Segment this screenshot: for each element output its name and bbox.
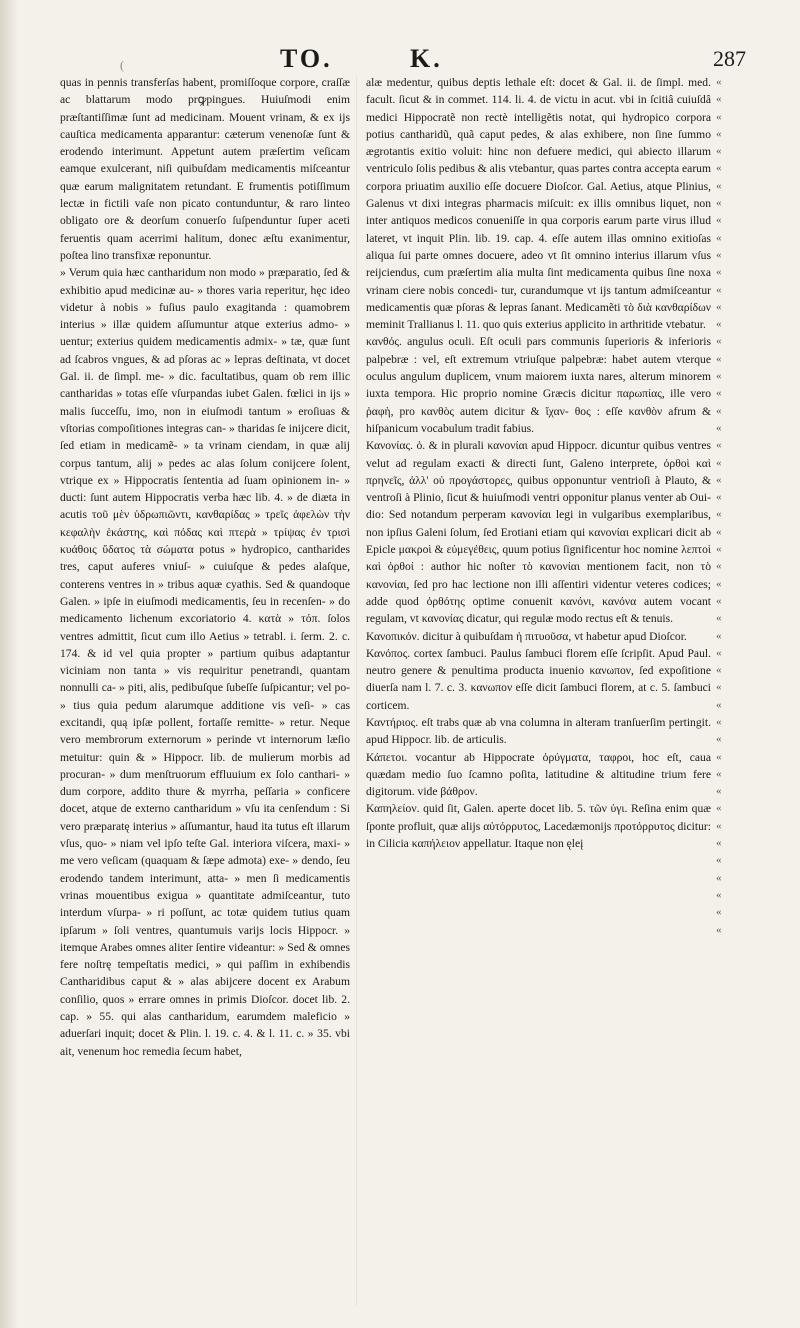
margin-quote-mark: « <box>716 127 722 140</box>
margin-quote-mark: « <box>716 629 722 642</box>
margin-quote-mark: « <box>716 664 722 677</box>
margin-quote-mark: « <box>716 594 722 607</box>
margin-quote-mark: « <box>716 352 722 365</box>
left-paragraph: quas in pennis transferſas habent, promiſſoque corpore, craſſæ ac blattarum modo prꝙpingues. Huiuſmodi enim præſtantiſſimæ ſunt ad medicinam. Mouent vrinam, & ex ijs cauſtica medicamenta apparantur: cæterum venenoſæ ſunt & erodendo interimunt. Appetunt autem præſertim veſicam eamque exulcerant, niſi quibuſdam medicamentis miſceantur quæ earum malignitatem retundant. E frumentis potiſſimum lectæ in fictili vaſe non picato contunduntur, & raro linteo obligato ore & deorſum conuerſo ſuſpenduntur ſuper aceti feruentis quam acerrimi halitum, donec æſtu exanimentur, poſtea lino transfixæ reponuntur. <box>60 76 350 262</box>
margin-quote-mark: « <box>716 837 722 850</box>
dictionary-entry-kapetoi: Κάπετοι. vocantur ab Hippocrate ὀρύγματα, ταφροι, hoc eſt, caua quædam medio ſuo ſcamno poſita, latitudine & altitudine trium fere digitorum. vide βάθρον. <box>366 750 711 799</box>
margin-quote-mark: « <box>716 421 722 434</box>
margin-quote-mark: « <box>716 906 722 919</box>
margin-quote-mark: « <box>716 802 722 815</box>
margin-quote-mark: « <box>716 456 722 469</box>
margin-quote-mark: « <box>716 733 722 746</box>
margin-quote-mark: « <box>716 715 722 728</box>
margin-quote-mark: « <box>716 750 722 763</box>
margin-quote-mark: « <box>716 214 722 227</box>
margin-quote-mark: « <box>716 646 722 659</box>
dictionary-entry-kapeleion: Καπηλείον. quid ſit, Galen. aperte docet lib. 5. τῶν ὑγι. Reſina enim quæ ſponte profluit, quæ alijs αὐτόρρυτος, Lacedæmonijs προτόρρυτος dicitur: in Cilicia καπήλειον appellatur. Itaque non ęleį <box>366 802 711 851</box>
right-paragraph: alæ medentur, quibus deptis lethale eſt: docet & Gal. ii. de ſimpl. med. facult. ſicut & in commet. 114. li. 4. de victu in acut. vbi in ſcitiâ cuiuſdâ medici Hippocratẽ non rectè intelligẽtis notat, qui hydropico corpora potius cantharidũ, quã caput pedes, & alas exhibere, non ſine ſummo ægrotantis exitio voluit: hinc non defuere medici, qui abiecto illarum ventriculo ſolis pedibus & alis vtebantur, quas partes contra accepta earum corpora priuatim auxilio eſſe docuere Dioſcor. Gal. Aetius, atque Plinius, Galenus vt dixi integras pharmacis miſcuit: ex illis omnibus liquet, non inter antiquos medicos conueniſſe in qua corporis earum parte virus illud lateret, vt inquit Plin. lib. 19. cap. 4. eſſe autem illas omnino exitioſas aliqua ſui parte omnes docuere, adeo vt ſit omnino interius illarum vſus reijciendus, cum præſertim alia multa ſint medicamenta quibus ſine noxa vrinam ciere nobis concedi- tur, curandumque vt ijs tantum admiſceantur medicamentis quæ pſoras & lepras ſanant. Medicamẽti τὸ διὰ κανθαρίδων meminit Trallianus l. 11. quo quis exterius applicito in arthritide vtebatur. <box>366 76 711 332</box>
margin-quote-mark: « <box>716 162 722 175</box>
running-head-left: TO. <box>280 44 333 73</box>
margin-quote-mark: « <box>716 197 722 210</box>
margin-quote-mark: « <box>716 923 722 936</box>
margin-quote-mark: « <box>716 681 722 694</box>
left-paragraph: » Verum quia hæc cantharidum non modo » præparatio, ſed & exhibitio apud medicinæ au- » thores varia reperitur, hęc ideo videtur à nobis » fuſius paulo exagitanda : quamobrem interius » illæ quidem aſſumuntur atque exterius admo- » uentur; exterius quidem medicamentis admix- » tæ, quæ ſunt ad ſcabros vngues, & ad pſoras ac » lepras deſtinata, vt docet Gal. ii. de ſimpl. me- » dic. facultatibus, quam ob rem illic cantharidas » totas eſſe vſurpandas iubet Galen. fœlici in ijs » malis ſucceſſu, imo, non in eiuſmodi tantum » eroſiuas & vſtorias compoſitiones integras can- » tharidas ſe inijcere dicit, ſed etiam in medicamẽ- » ta vrinam ciendam, in quæ alij corpus tantum, alij » pedes ac alas ſolum conijcere ſolent, vtrique ex » Hippocratis ſententia ad ſuam opinionem in- » ducti: ſunt autem Hippocratis verba hæc lib. 4. » de diæta in acutis τοῦ μὲν ὑδρωπιῶντι, κανθαρίδας » τρεῖς ἀφελὼν τὴν κεφαλὴν ἑκάστης, καὶ πόδας καὶ πτερὰ » τρίψας ἐν τρισὶ κυάθοις ὕδατος τὰ σώματα potus » hydropico, cantharides tres, caput auferes vniuſ- » cuiuſque & pedes alaſque, conterens ventres in » tribus aquæ cyathis. Sed & quandoque Galen. » ipſe in eiuſmodi medicamentis, ſeu in recenſen- » do medicamento lichenum excoriatorio 4. κατὰ » τόπ. ſolos ventres admittit, ſicut cum illo Aetius » tetrabl. i. ſerm. 2. c. 174. & id vel quia propter » partium quibus adaptantur viciniam non tanta » vis requiritur penetrandi, quantam nonnulli ca- » piti, alis, pedibuſque ſubeſſe ſuſpicantur; vel po- » tius quia pedum alarumque additione vis veſi- » cas excitandi, quą ipſæ pollent, fortaſſe remitte- » retur. Neque vero membrorum externorum » perinde vt internorum læſio metuitur: quin & » Hippocr. lib. de mulierum morbis ad procuran- » dum menſtruorum effluuium ex ſolo canthari- » dum corpore, addito thure & myrrha, peſſaria » conficere docet, atque de externo cantharidum » vſu ita cenſendum : Si vero præparatę interius » aſſumantur, haud ita tutus eſt illarum vſus, quo- » niam vel ipſo teſte Gal. interiora viſcera, maxi- » me vero veſicam (quaquam & ſæpe admota) exe- » dendo, ſeu erodendo tandem interimunt, atta- » men ſi medicamentis vrinas mouentibus exigua » quantitate admiſceantur, tuto interdum vſurpa- » ri poſſunt, ac totæ quidem tutius quam ipſarum » ſoli ventres, quantumuis varijs locis Hippocr. » itemque Arabes omnes aliter ſentire videantur: » Sed & omnes fere noſtrę tempeſtatis medici, » qui paſſim in exhibendis Cantharidibus caput & » alas abijcere docent ex Arabum conſilio, quos » errare omnes in primis Dioſcor. docet lib. 2. cap. » 55. qui alas cantharidum, earumdem maleficio » aduerſari inquit; docet & Plin. l. 19. c. 4. & l. 11. c. » 35. vbi ait, venenum hoc remedia ſecum habet, <box>60 266 350 1058</box>
margin-quote-mark: « <box>716 543 722 556</box>
margin-quote-mark: « <box>716 508 722 521</box>
margin-quote-mark: « <box>716 387 722 400</box>
margin-quote-mark: « <box>716 473 722 486</box>
right-column <box>366 74 711 852</box>
margin-quote-mark: « <box>716 76 722 88</box>
margin-quote-mark: « <box>716 560 722 573</box>
dictionary-entry-kanopos: Κανόπος. cortex ſambuci. Paulus ſambuci florem eſſe ſcripſit. Apud Paul. neutro genere & penultima producta inuenio κανωπον, ſed expoſitione diuerſa nam l. 7. c. 3. κανωπον eſſe dicit ſambuci florem, at c. 5. ſambuci corticem. <box>366 646 711 712</box>
margin-quote-mark: « <box>716 231 722 244</box>
page-header <box>60 44 760 74</box>
margin-quote-mark: « <box>716 525 722 538</box>
dictionary-entry-kanonias: Κανονίας. ὁ. & in plurali κανονίαι apud Hippocr. dicuntur quibus ventres velut ad regulam exacti & directi ſunt, Galeno interprete, ὀρθοὶ καὶ πρηνεῖς, ἀλλ' οὐ προγάστορες, quibus opponuntur ventrioſi à Plauto, & ventroſi à Plinio, ſicut & huiuſmodi ventri opponitur planus venter ab Oui- dio: Sed notandum perperam κανονίαι legi in vulgaribus exemplaribus, non ipſius Galeni ſolum, ſed Erotiani etiam qui κανονίαι explicari dicit ab Epicle μακροὶ & εὐμεγέθεις, quum potius ſignificentur hoc nomine λεπτοὶ καὶ ὀρθοί : author hic noſter τὸ κανονίαι mentionem facit, non τὸ κανονίαι, ſed pro hac lectione non illi aſſentiri videntur veteres codices; adde quod ὀρθότης optime conuenit κανόνι, κανόνα autem vocant regulam, vt κανονίας dicatur, qui regulæ modo rectus eſt & tenuis. <box>366 439 711 626</box>
margin-quote-mark: « <box>716 300 722 313</box>
margin-quote-mark: « <box>716 248 722 261</box>
dictionary-entry-kanthos: κανθός. angulus oculi. Eſt oculi pars communis ſuperioris & inferioris palpebræ : vel, eſt extremum vtriuſque palpebræ: habet autem vterque oculus angulum duplicem, vnum maiorem iuxta nares, alterum minorem iuxta tempora. Hic proprio nomine Græcis dicitur παρωπίας, ille vero ῥαφὴ, pro κανθὸς autem dicitur & ἴχαν- θος : eſſe κανθὸν afrum & hiſpanicum vocabulum tradit fabius. <box>366 335 711 435</box>
margin-quote-mark: « <box>716 698 722 711</box>
page-number: 287 <box>713 46 746 71</box>
margin-quote-mark: « <box>716 819 722 832</box>
margin-quote-mark: « <box>716 318 722 331</box>
margin-quote-mark: « <box>716 179 722 192</box>
margin-quote-mark: « <box>716 854 722 867</box>
margin-quote-mark: « <box>716 283 722 296</box>
margin-quote-mark: « <box>716 888 722 901</box>
margin-quote-mark: « <box>716 145 722 158</box>
margin-quote-mark: « <box>716 335 722 348</box>
margin-quote-mark: « <box>716 785 722 798</box>
margin-quote-mark: « <box>716 767 722 780</box>
margin-quote-mark: « <box>716 612 722 625</box>
margin-quote-mark: « <box>716 93 722 106</box>
left-column <box>60 74 350 1060</box>
margin-quote-mark: « <box>716 491 722 504</box>
margin-quote-mark: « <box>716 871 722 884</box>
corner-mark: ( <box>120 58 124 72</box>
margin-quote-marks <box>716 74 740 939</box>
scan-edge-shadow <box>0 0 18 1328</box>
running-head-right: K. <box>410 44 443 73</box>
dictionary-entry-kanterios: Καντήριος. eſt trabs quæ ab vna columna in alteram tranſuerſim pertingit. apud Hippocr. lib. de articulis. <box>366 715 711 747</box>
margin-quote-mark: « <box>716 266 722 279</box>
margin-quote-mark: « <box>716 577 722 590</box>
margin-quote-mark: « <box>716 370 722 383</box>
dictionary-entry-kanopikon: Κανοπικόν. dicitur à quibuſdam ἡ πιτυοῦσα, vt habetur apud Dioſcor. <box>366 629 687 643</box>
margin-quote-mark: « <box>716 439 722 452</box>
margin-quote-mark: « <box>716 404 722 417</box>
margin-quote-mark: « <box>716 110 722 123</box>
column-gutter <box>356 76 357 1306</box>
